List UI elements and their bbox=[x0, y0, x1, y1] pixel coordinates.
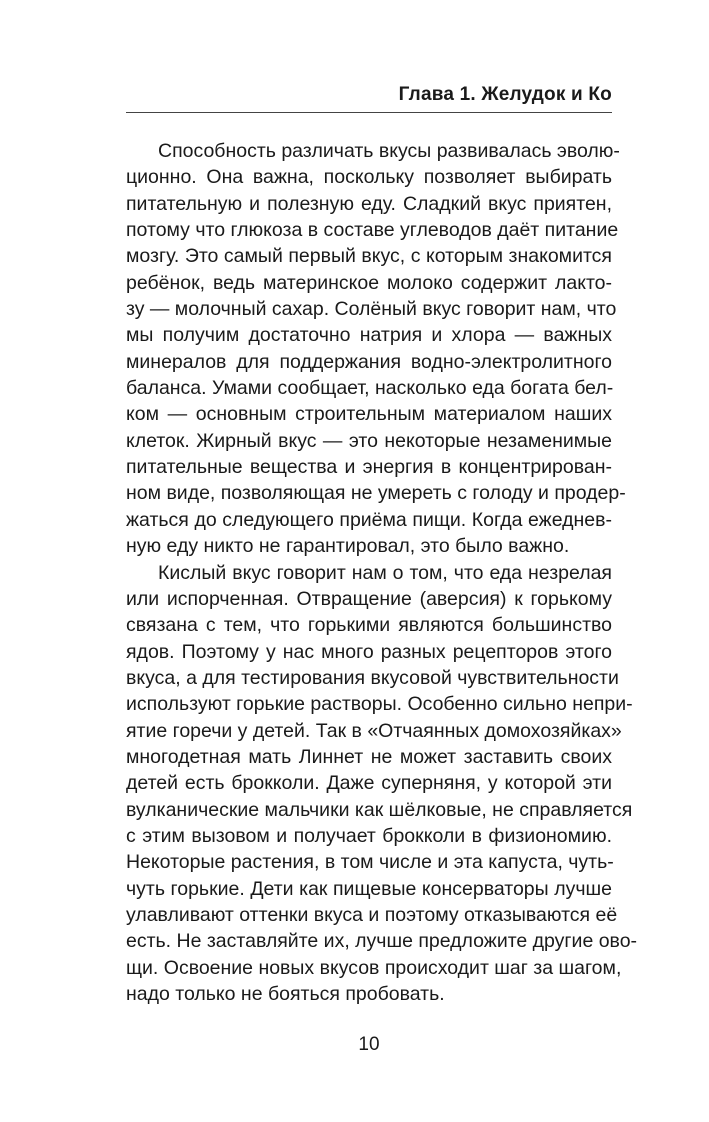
text-line: ком — основным строительным материалом наших bbox=[126, 403, 612, 426]
text-line: ном виде, позволяющая не умереть с голоду и продер- bbox=[126, 482, 626, 505]
text-line: детей есть брокколи. Даже суперняня, у которой эти bbox=[126, 772, 612, 795]
text-line: потому что глюкоза в составе углеводов даёт питание bbox=[126, 219, 619, 242]
text-line: питательную и полезную еду. Сладкий вкус приятен, bbox=[126, 192, 612, 215]
text-line: жаться до следующего приёма пищи. Когда ежеднев- bbox=[126, 508, 612, 531]
text-line: ядов. Поэтому у нас много разных рецепторов этого bbox=[126, 640, 612, 663]
text-line: вкуса, а для тестирования вкусовой чувствительности bbox=[126, 666, 619, 689]
paragraph-2 bbox=[126, 560, 638, 1008]
text-line: многодетная мать Линнет не может заставить своих bbox=[126, 745, 612, 768]
text-line: или испорченная. Отвращение (аверсия) к горькому bbox=[126, 587, 612, 610]
text-line: ную еду никто не гарантировал, это было важно. bbox=[126, 535, 570, 558]
text-line: есть. Не заставляйте их, лучше предложите другие ово- bbox=[126, 930, 638, 953]
text-line: вулканические мальчики как шёлковые, не справляется bbox=[126, 798, 633, 821]
page-number: 10 bbox=[358, 1034, 380, 1055]
text-line: Способность различать вкусы развивалась эволю- bbox=[158, 140, 620, 162]
text-line: зу — молочный сахар. Солёный вкус говорит нам, что bbox=[126, 298, 617, 321]
header-rule bbox=[126, 112, 612, 113]
text-line: клеток. Жирный вкус — это некоторые незаменимые bbox=[126, 429, 612, 452]
text-line: питательные вещества и энергия в концентрирован- bbox=[126, 456, 612, 479]
running-header: Глава 1. Желудок и Ко bbox=[398, 84, 612, 105]
text-line: с этим вызовом и получает брокколи в физиономию. bbox=[126, 824, 612, 847]
text-line: связана с тем, что горькими являются большинство bbox=[126, 614, 612, 637]
text-line: надо только не бояться пробовать. bbox=[126, 983, 445, 1005]
text-line: Некоторые растения, в том числе и эта капуста, чуть- bbox=[126, 851, 614, 874]
body-text bbox=[126, 138, 638, 1007]
text-line: ционно. Она важна, поскольку позволяет выбирать bbox=[126, 166, 612, 189]
text-line: мы получим достаточно натрия и хлора — важных bbox=[126, 324, 612, 347]
text-line: баланса. Умами сообщает, насколько еда богата бел- bbox=[126, 377, 614, 400]
text-line: чуть горькие. Дети как пищевые консерваторы лучше bbox=[126, 877, 612, 900]
text-line: ятие горечи у детей. Так в «Отчаянных домохозяйках» bbox=[126, 719, 622, 742]
text-line: мозгу. Это самый первый вкус, с которым знакомится bbox=[126, 245, 612, 268]
text-line: минералов для поддержания водно-электролитного bbox=[126, 350, 612, 373]
text-line: щи. Освоение новых вкусов происходит шаг за шагом, bbox=[126, 956, 622, 979]
text-line: используют горькие растворы. Особенно сильно непри- bbox=[126, 693, 633, 716]
text-line: улавливают оттенки вкуса и поэтому отказываются её bbox=[126, 903, 618, 926]
text-line: Кислый вкус говорит нам о том, что еда незрелая bbox=[158, 561, 612, 584]
text-line: ребёнок, ведь материнское молоко содержит лакто- bbox=[126, 271, 612, 294]
paragraph-1 bbox=[126, 138, 626, 560]
